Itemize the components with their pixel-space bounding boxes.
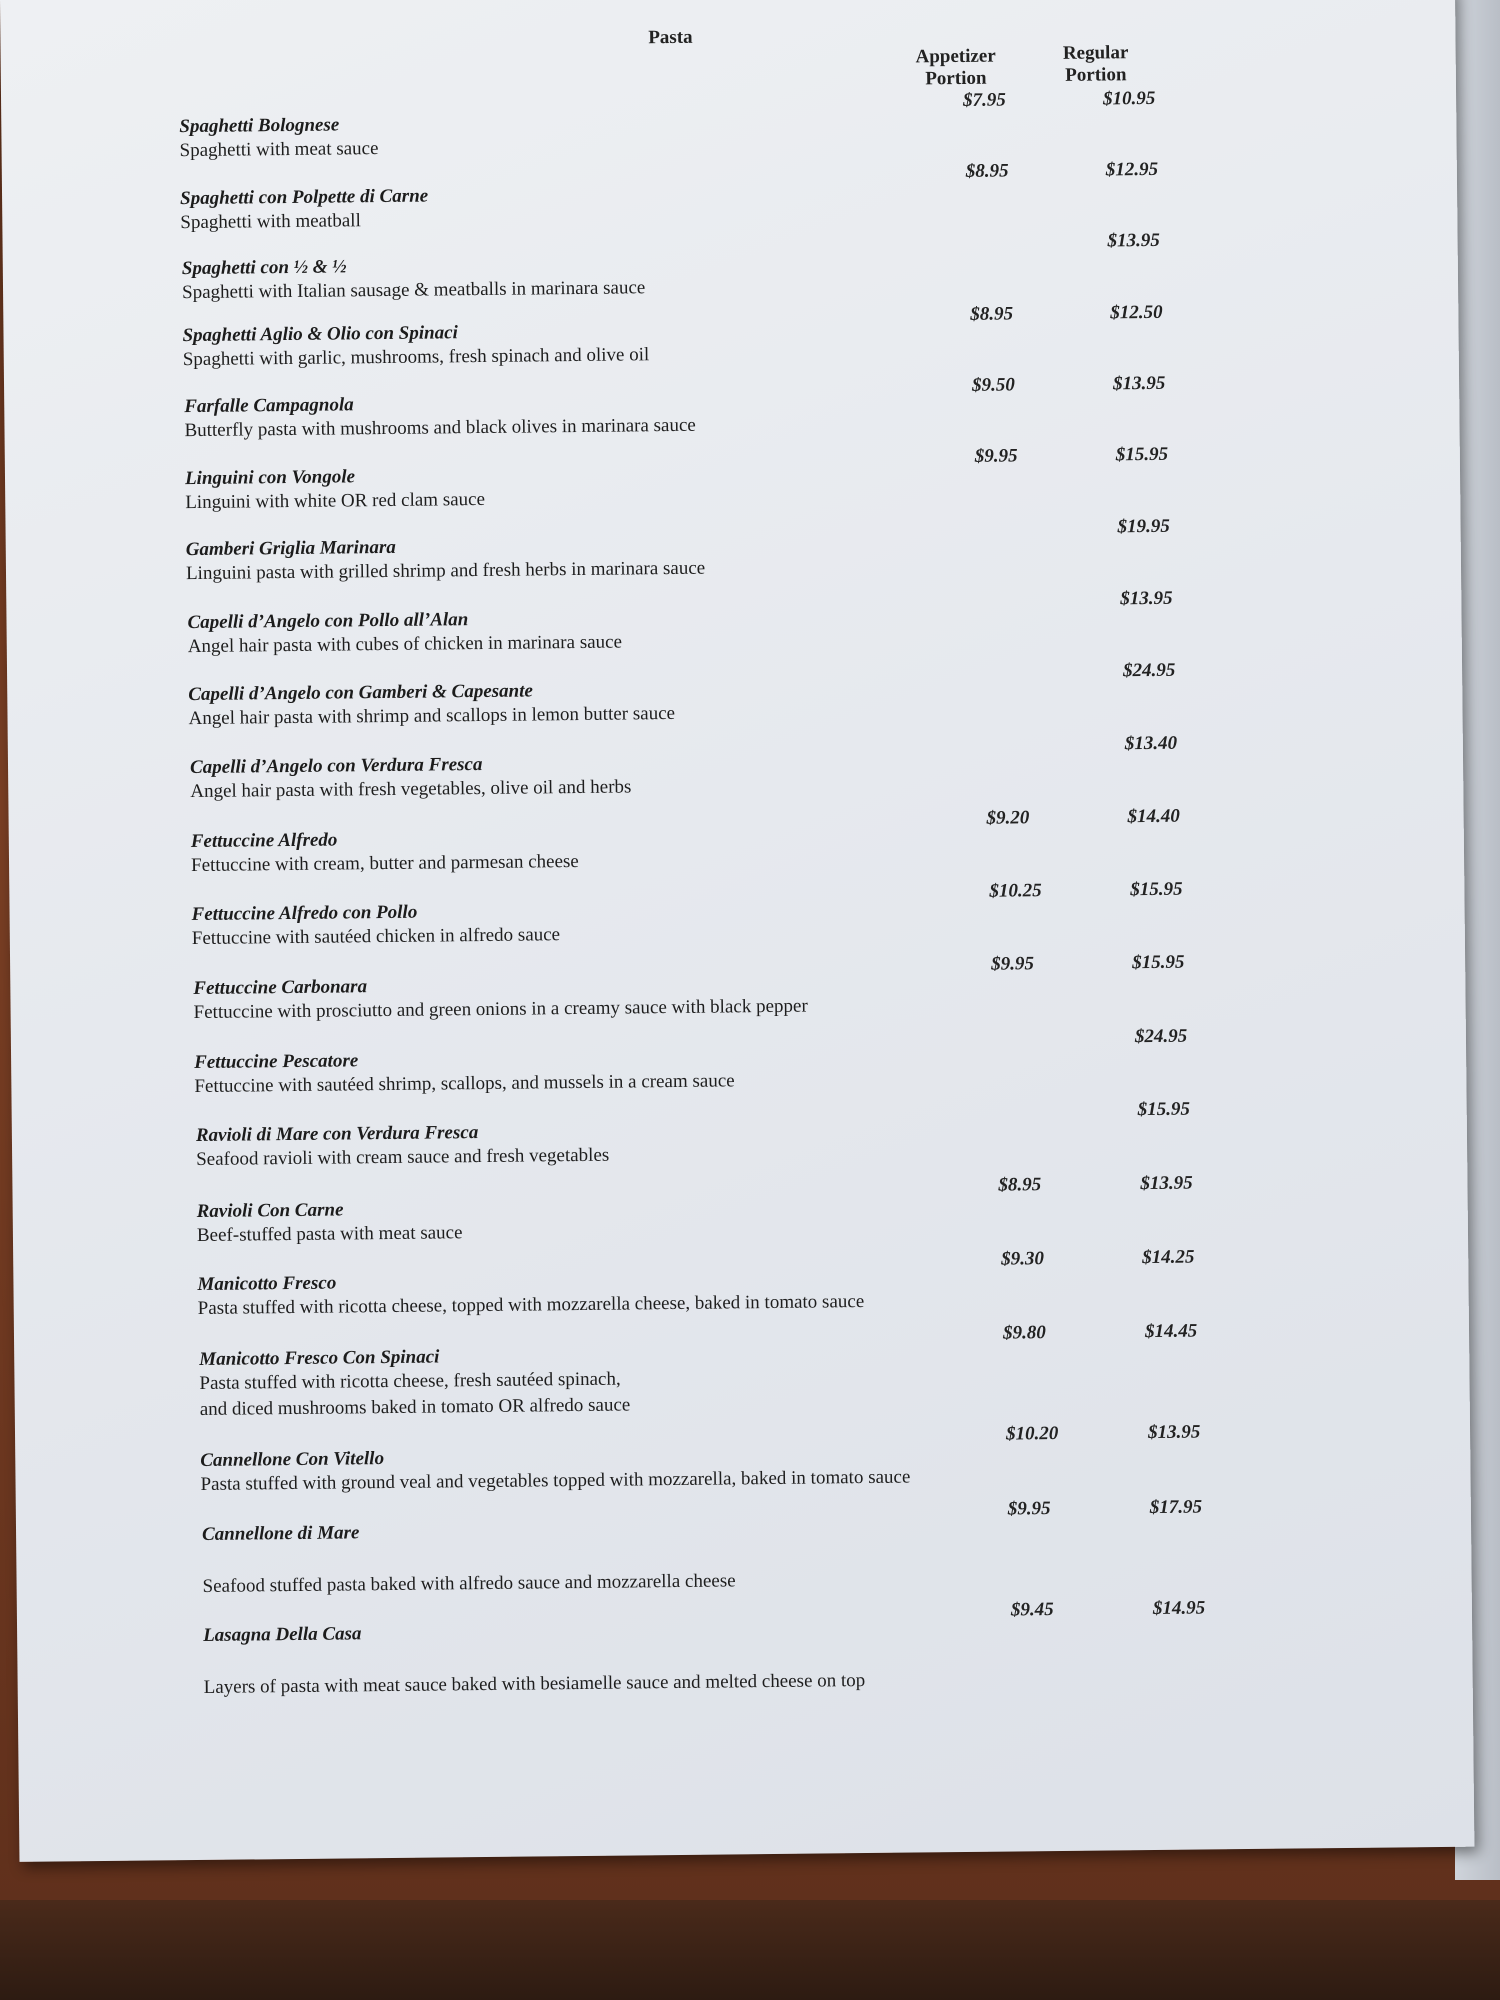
menu-item-description: Spaghetti with meatball: [180, 210, 361, 234]
menu-item: [8, 745, 1309, 819]
menu-item: [9, 892, 1310, 966]
menu-item: [17, 1613, 1318, 1698]
menu-item-description: Pasta stuffed with ricotta cheese, fresh sautéed spinach,: [199, 1368, 621, 1394]
regular-price: $14.25: [1142, 1246, 1195, 1269]
menu-item-description: Butterfly pasta with mushrooms and black olives in marinara sauce: [184, 414, 696, 442]
menu-item-name: Ravioli di Mare con Verdura Fresca: [195, 1122, 479, 1147]
menu-item-description: Beef-stuffed pasta with meat sauce: [196, 1222, 463, 1247]
menu-item-name: Spaghetti con Polpette di Carne: [179, 185, 429, 210]
regular-price: $17.95: [1149, 1496, 1203, 1519]
regular-column-header: [1041, 42, 1151, 87]
appetizer-price: $8.95: [998, 1174, 1042, 1196]
appetizer-column-header: [901, 45, 1011, 90]
menu-title: Pasta: [648, 26, 693, 49]
regular-price: $13.95: [1147, 1421, 1201, 1444]
menu-item: [14, 1337, 1315, 1420]
regular-header-line2: Portion: [1065, 64, 1127, 86]
regular-price: $13.95: [1140, 1172, 1193, 1195]
appetizer-price: $9.20: [986, 807, 1030, 829]
regular-price: $13.95: [1112, 372, 1166, 395]
menu-item-description: Fettuccine with cream, butter and parmesan cheese: [190, 850, 579, 877]
menu-item: [15, 1438, 1316, 1512]
regular-price: $13.40: [1124, 732, 1178, 755]
menu-item-name: Capelli d’Angelo con Gamberi & Capesante: [188, 680, 534, 706]
regular-price: $15.95: [1132, 951, 1185, 974]
regular-price: $13.95: [1120, 587, 1173, 610]
menu-item: [13, 1189, 1314, 1263]
appetizer-price: $9.95: [991, 953, 1035, 975]
menu-item-name: Spaghetti con ½ & ½: [181, 256, 347, 280]
appetizer-header-line2: Portion: [925, 67, 987, 90]
regular-price: $14.95: [1152, 1597, 1206, 1620]
regular-price: $24.95: [1122, 659, 1176, 682]
menu-item-name: Manicotto Fresco Con Spinaci: [199, 1346, 440, 1370]
menu-item: [12, 1113, 1313, 1187]
appetizer-price: $9.80: [1002, 1322, 1046, 1344]
menu-item-description: Linguini with white OR red clam sauce: [185, 488, 486, 514]
menu-item-name: Capelli d’Angelo con Pollo all’Alan: [187, 609, 469, 634]
menu-item: [13, 1262, 1314, 1336]
menu-item-name: Farfalle Campagnola: [184, 394, 354, 418]
menu-item-name: Fettuccine Pescatore: [194, 1050, 359, 1074]
menu-item: [3, 246, 1304, 320]
menu-item-description: Fettuccine with sautéed chicken in alfredo sauce: [191, 924, 561, 950]
menu-item-name: Linguini con Vongole: [184, 466, 356, 490]
appetizer-price: $8.95: [970, 303, 1014, 325]
appetizer-header-line1: Appetizer: [915, 45, 996, 68]
menu-item-name: Fettuccine Alfredo: [190, 829, 338, 853]
appetizer-price: $9.95: [974, 445, 1018, 467]
menu-item-name: Spaghetti Bolognese: [179, 114, 340, 138]
menu-item-description: Spaghetti with Italian sausage & meatballs in marinara sauce: [181, 277, 646, 304]
regular-price: $14.45: [1144, 1320, 1198, 1343]
regular-price: $19.95: [1117, 515, 1170, 538]
regular-price: $15.95: [1130, 878, 1183, 901]
menu-item-description: Pasta stuffed with ricotta cheese, topped with mozzarella cheese, baked in tomato sauce: [197, 1291, 865, 1320]
menu-item-name: Fettuccine Carbonara: [193, 976, 368, 1000]
appetizer-price: $7.95: [962, 89, 1006, 111]
menu-item: [10, 966, 1311, 1040]
menu-item: [5, 456, 1306, 530]
menu-item-description: Layers of pasta with meat sauce baked with besiamelle sauce and melted cheese on top: [203, 1670, 866, 1698]
menu-item-description: Seafood stuffed pasta baked with alfredo sauce and mozzarella cheese: [202, 1570, 736, 1597]
regular-price: $13.95: [1107, 229, 1160, 252]
appetizer-price: $8.95: [965, 160, 1009, 182]
floor-background: [0, 1900, 1500, 2000]
menu-item-name: Gamberi Griglia Marinara: [185, 536, 396, 561]
menu-item: [9, 819, 1310, 893]
menu-item-name: Manicotto Fresco: [197, 1272, 337, 1296]
menu-item-description: Fettuccine with sautéed shrimp, scallops, and mussels in a cream sauce: [194, 1070, 735, 1098]
appetizer-price: $10.25: [989, 880, 1042, 902]
menu-item: [6, 527, 1307, 601]
menu-item: [3, 313, 1304, 387]
menu-item-name: Cannellone Con Vitello: [200, 1448, 385, 1471]
menu-item: [6, 600, 1307, 674]
menu-item: [16, 1512, 1317, 1597]
menu-item-name: Capelli d’Angelo con Verdura Fresca: [189, 753, 483, 779]
appetizer-price: $9.30: [1001, 1248, 1045, 1270]
regular-price: $14.40: [1127, 805, 1180, 828]
appetizer-price: $9.95: [1007, 1498, 1051, 1520]
menu-item-name: Lasagna Della Casa: [203, 1623, 362, 1646]
menu-item-description: Fettuccine with prosciutto and green onions in a creamy sauce with black pepper: [193, 995, 808, 1024]
appetizer-price: $9.45: [1010, 1599, 1054, 1621]
menu-item-description: Pasta stuffed with ground veal and vegetables topped with mozzarella, baked in tomato sauce: [200, 1466, 911, 1495]
menu-item-name: Cannellone di Mare: [201, 1522, 360, 1545]
appetizer-price: $9.50: [971, 374, 1015, 396]
appetizer-price: $10.20: [1005, 1422, 1059, 1445]
regular-header-line1: Regular: [1062, 42, 1129, 64]
menu-item-description: Linguini pasta with grilled shrimp and fresh herbs in marinara sauce: [185, 557, 706, 585]
menu-item-name: Spaghetti Aglio & Olio con Spinaci: [182, 322, 458, 347]
regular-price: $24.95: [1134, 1025, 1188, 1048]
menu-item-description: Spaghetti with garlic, mushrooms, fresh spinach and olive oil: [182, 344, 650, 371]
menu-item-description: Seafood ravioli with cream sauce and fresh vegetables: [196, 1144, 610, 1171]
regular-price: $12.95: [1105, 158, 1159, 181]
menu-item-name: Fettuccine Alfredo con Pollo: [191, 901, 418, 926]
menu-item-description-line2: and diced mushrooms baked in tomato OR alfredo sauce: [199, 1394, 631, 1420]
menu-item-description: Angel hair pasta with shrimp and scallops in lemon butter sauce: [188, 702, 676, 730]
menu-item-description: Angel hair pasta with cubes of chicken in marinara sauce: [187, 631, 623, 658]
regular-price: $12.50: [1110, 301, 1163, 324]
regular-price: $15.95: [1115, 443, 1169, 466]
regular-price: $10.95: [1102, 87, 1156, 110]
menu-item: [4, 384, 1305, 458]
menu-item: [7, 672, 1308, 746]
menu-item-description: Angel hair pasta with fresh vegetables, olive oil and herbs: [190, 776, 632, 803]
menu-item: [11, 1040, 1312, 1114]
menu-item-name: Ravioli Con Carne: [196, 1199, 344, 1223]
menu-item-description: Spaghetti with meat sauce: [179, 138, 379, 162]
regular-price: $15.95: [1137, 1098, 1191, 1121]
